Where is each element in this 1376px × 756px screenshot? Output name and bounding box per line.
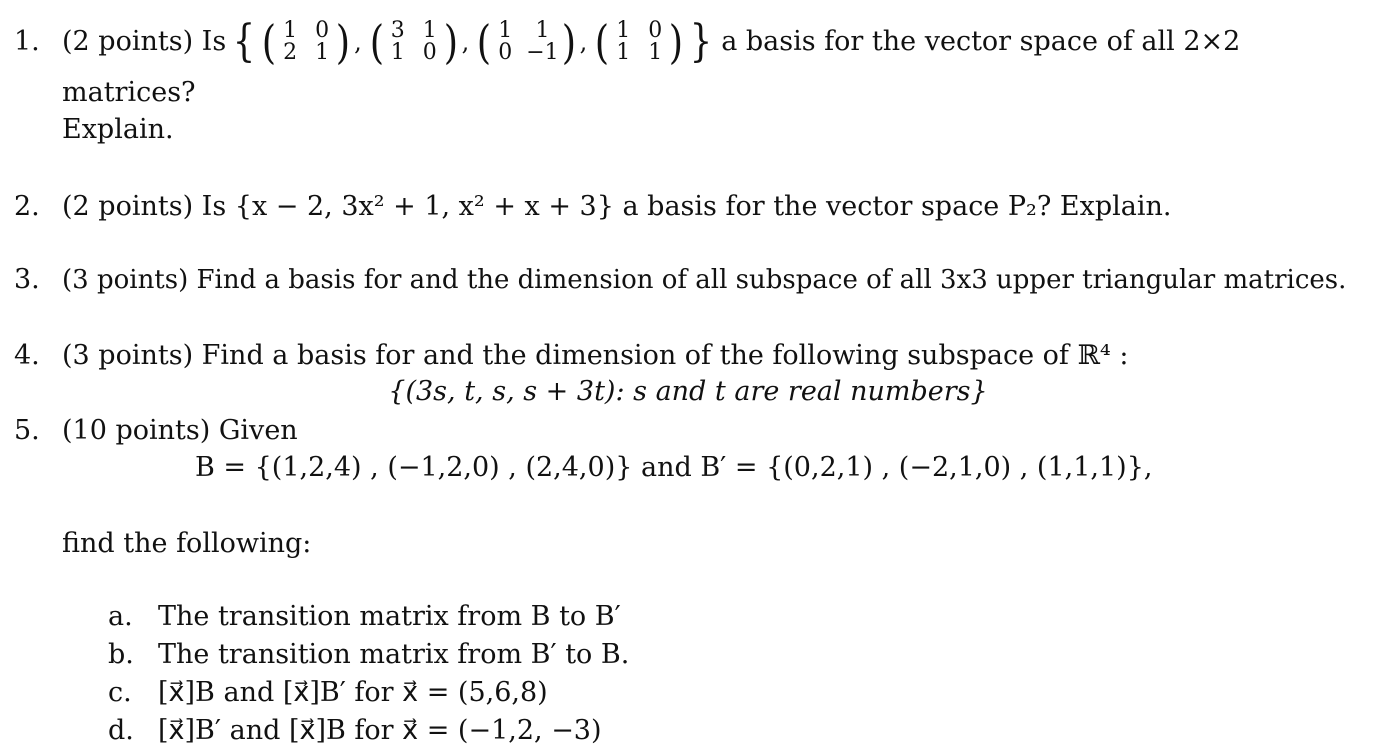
matrix-entry: 0	[422, 40, 437, 65]
matrix-entry: 1	[422, 18, 437, 43]
q5-part-a-label: a.	[108, 601, 133, 632]
matrix-entry: 1	[616, 18, 631, 43]
matrix-entry: 1	[648, 40, 663, 65]
q1-open-brace: {	[233, 16, 256, 67]
q1-line-3: Explain.	[62, 114, 174, 145]
q5-part-c-label: c.	[108, 677, 132, 708]
matrix-entry: 1	[283, 18, 298, 43]
q3-text: (3 points) Find a basis for and the dimension of all subspace of all 3x3 upper triangular matrices.	[62, 265, 1347, 295]
q5-part-d-text: [x⃗]B′ and [x⃗]B for x⃗ = (−1,2, −3)	[158, 715, 602, 746]
q5-find: find the following:	[62, 528, 312, 559]
q4-set: {(3s, t, s, s + 3t): s and t are real numbers}	[388, 376, 988, 407]
q5-number: 5.	[14, 415, 40, 446]
matrix-entry: 0	[498, 40, 513, 65]
matrix-entry: 1	[390, 40, 405, 65]
q1-close-brace: }	[689, 16, 713, 67]
q4-text: (3 points) Find a basis for and the dimension of the following subspace of ℝ⁴ :	[62, 340, 1129, 371]
matrix-entry: 3	[390, 18, 405, 43]
q3-number: 3.	[14, 264, 40, 295]
q5-part-a-text: The transition matrix from B to B′	[158, 601, 621, 632]
q5-part-c-text: [x⃗]B and [x⃗]B′ for x⃗ = (5,6,8)	[158, 677, 548, 708]
q5-part-b-text: The transition matrix from B′ to B.	[158, 639, 630, 670]
q1-matrix-4: ( 1 0 1 1 )	[595, 15, 684, 69]
q1-line-2: matrices?	[62, 77, 196, 108]
q1-number: 1.	[14, 26, 40, 57]
matrix-entry: 2	[283, 40, 298, 65]
q1-text-end: a basis for the vector space of all 2×2	[721, 26, 1241, 57]
q1-matrix-2: ( 3 1 1 0 )	[369, 15, 458, 69]
matrix-entry: 1	[616, 40, 631, 65]
matrix-entry: 1	[535, 18, 550, 43]
q4-number: 4.	[14, 340, 40, 371]
q5-text: (10 points) Given	[62, 415, 298, 446]
q2-number: 2.	[14, 191, 40, 222]
q1-matrix-1: ( 1 0 2 1 )	[261, 15, 351, 69]
q1-text-start: (2 points) Is	[62, 26, 227, 57]
matrix-entry: −1	[526, 40, 559, 65]
q5-part-b-label: b.	[108, 639, 134, 670]
matrix-entry: 1	[315, 40, 330, 65]
q1-matrix-3: ( 1 1 0 −1 )	[477, 15, 576, 69]
matrix-entry: 1	[498, 18, 513, 43]
matrix-entry: 0	[648, 18, 663, 43]
q5-part-d-label: d.	[108, 715, 134, 746]
q2-text: (2 points) Is {x − 2, 3x² + 1, x² + x + 3} a basis for the vector space P₂? Explain.	[62, 191, 1172, 222]
q1-line: (2 points) Is { ( 1 0 2 1 ) , ( 3 1 1 0 ) , ( 1 1 0 −1 ) , ( 1 0 1 1 ) } a basis for the vector space of all 2×2	[62, 15, 1241, 69]
matrix-entry: 0	[315, 18, 330, 43]
q5-bases: B = {(1,2,4) , (−1,2,0) , (2,4,0)} and B′ = {(0,2,1) , (−2,1,0) , (1,1,1)},	[195, 452, 1153, 483]
